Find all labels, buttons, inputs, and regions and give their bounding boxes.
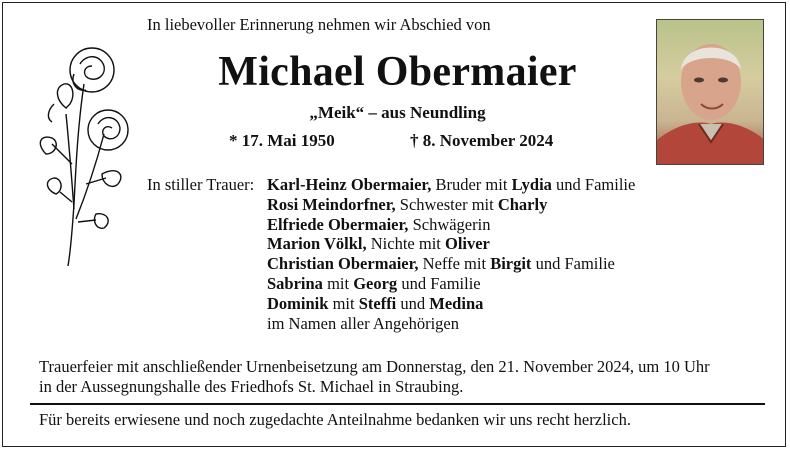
mourner-row	[267, 215, 635, 235]
mourner-row	[267, 175, 635, 195]
service-line: Trauerfeier mit anschließender Urnenbeisetzung am Donnerstag, den 21. November 2024, um 10 Uhr	[39, 357, 710, 376]
mourner-relation: Schwägerin	[408, 214, 491, 234]
mourner-relation: Nichte mit	[366, 234, 445, 254]
service-line: in der Aussegnungshalle des Friedhofs St. Michael in Straubing.	[39, 376, 464, 396]
intro-text: In liebevoller Erinnerung nehmen wir Abschied von	[147, 15, 491, 34]
mourner-name: Karl-Heinz Obermaier,	[267, 175, 432, 194]
thanks-text: Für bereits erwiesene und noch zugedachte Anteilnahme bedanken wir uns recht herzlich.	[39, 410, 631, 429]
nickname-origin: „Meik“ – aus Neundling	[309, 103, 486, 122]
mourner-name: Oliver	[444, 234, 490, 254]
mourner-name: Christian Obermaier,	[267, 254, 419, 274]
rose-drawing-icon	[26, 44, 136, 268]
mourner-row	[267, 254, 635, 274]
deceased-name: Michael Obermaier	[218, 49, 577, 95]
mourner-relation: und Familie	[397, 273, 481, 293]
mourner-row	[267, 314, 635, 334]
mourners-label: In stiller Trauer:	[147, 175, 255, 194]
service-info	[39, 357, 710, 396]
mourner-name: Charly	[497, 194, 548, 214]
mourner-name: Georg	[353, 273, 398, 293]
divider	[30, 403, 765, 405]
mourner-name: Steffi	[358, 293, 397, 313]
mourner-name: Elfriede Obermaier,	[267, 214, 409, 234]
death-date: † 8. November 2024	[410, 131, 554, 150]
mourner-relation: Neffe mit	[418, 254, 491, 274]
mourner-row	[267, 274, 635, 294]
mourner-row	[267, 234, 635, 254]
mourner-name: Sabrina	[267, 273, 323, 293]
mourner-row	[267, 294, 635, 314]
birth-date: * 17. Mai 1950	[229, 131, 335, 150]
mourner-relation: und Familie	[531, 254, 615, 274]
mourner-name: Dominik	[267, 293, 329, 313]
mourner-relation: im Namen aller Angehörigen	[267, 313, 459, 333]
portrait-photo	[656, 19, 764, 165]
mourner-name: Marion Völkl,	[267, 234, 367, 254]
mourner-relation: und	[396, 293, 430, 313]
mourner-name: Birgit	[490, 254, 532, 274]
mourners-list	[267, 175, 635, 333]
mourner-name: Rosi Meindorfner,	[267, 194, 396, 214]
mourner-row	[267, 195, 635, 215]
mourner-relation: Schwester mit	[395, 194, 498, 214]
mourner-relation: mit	[328, 293, 359, 313]
mourner-name: Medina	[429, 293, 484, 313]
mourner-relation: Bruder mit	[431, 175, 512, 194]
mourner-relation: und Familie	[551, 175, 636, 194]
mourner-relation: mit	[322, 273, 354, 293]
mourner-name: Lydia	[511, 175, 552, 194]
